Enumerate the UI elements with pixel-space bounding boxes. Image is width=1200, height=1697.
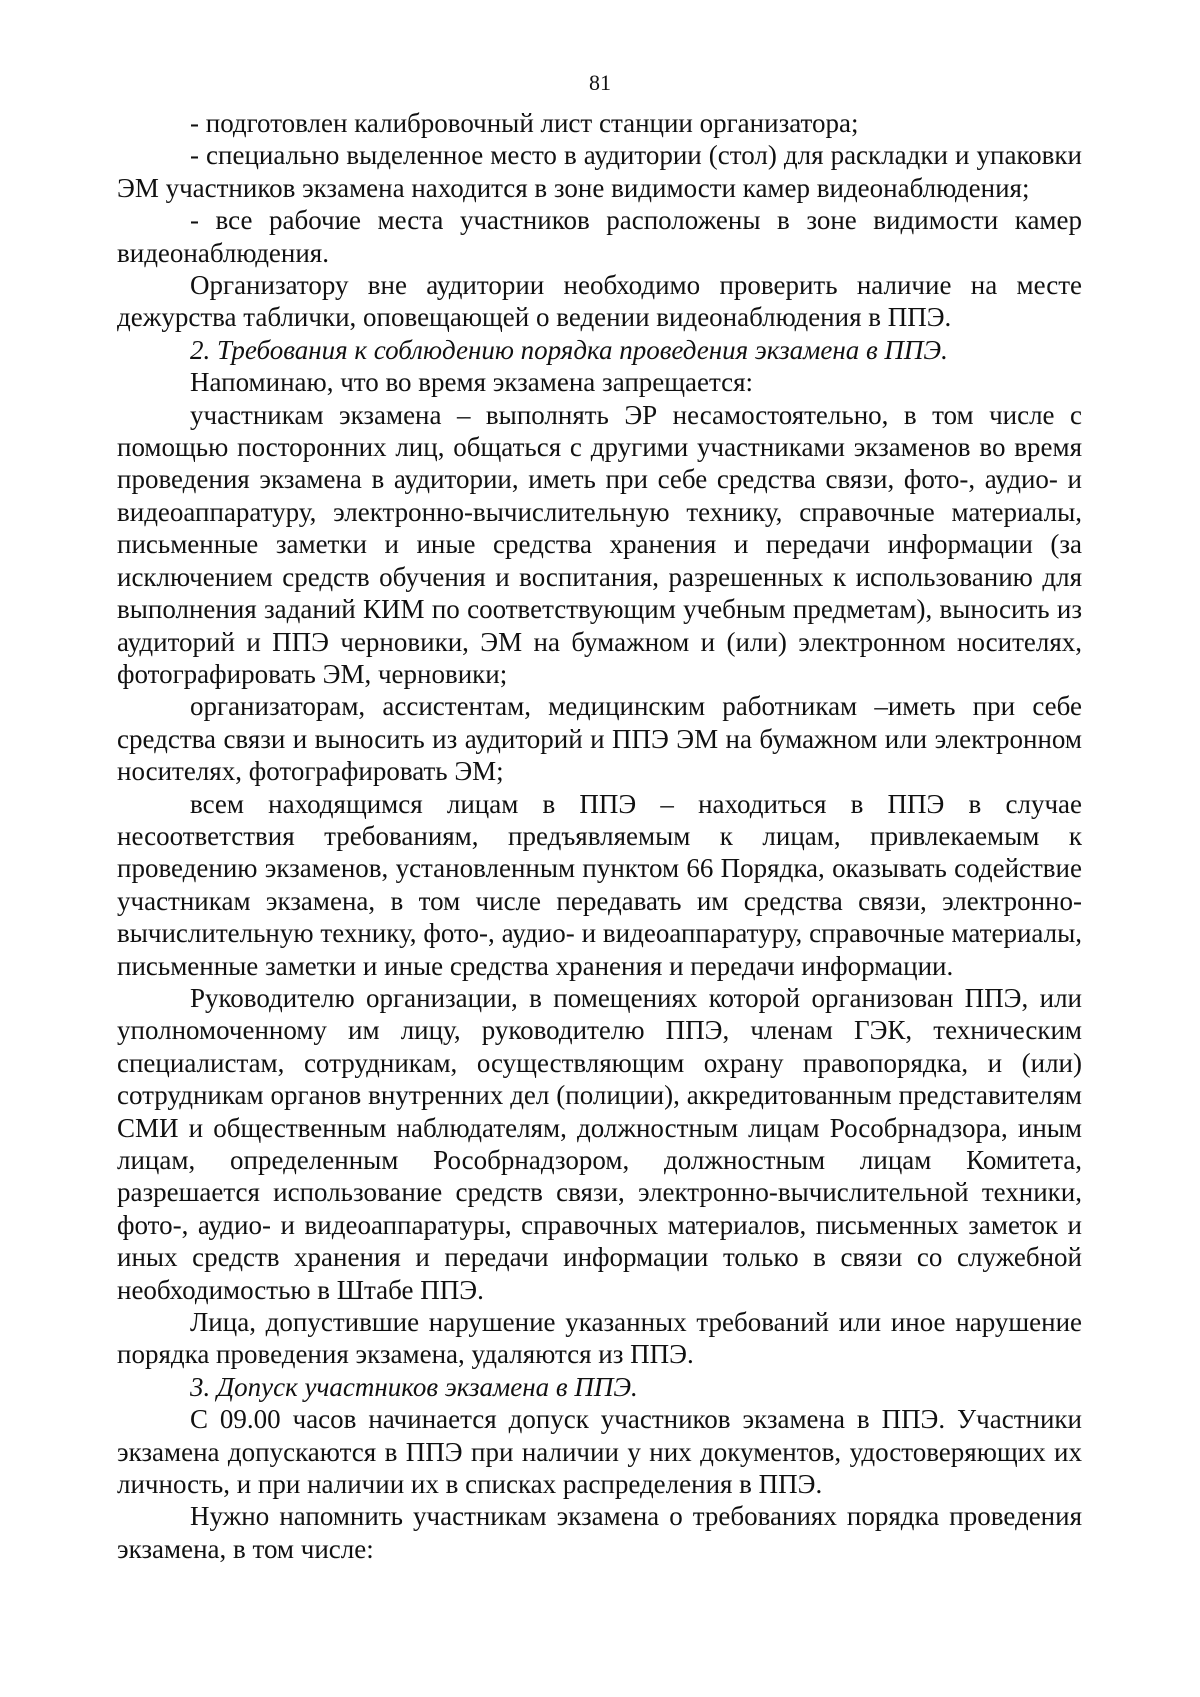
section-heading-3: 3. Допуск участников экзамена в ППЭ.: [190, 1371, 638, 1402]
paragraph-all-persons-prohibitions: всем находящимся лицам в ППЭ – находиться в ППЭ в случае несоответствия требованиям, предъявляемым к лицам, привлекаемым к проведению экзаменов, установленным пунктом 66 Порядка, оказывать содействие участникам экзамена, в том числе передавать им средства связи, электронно-вычислительную технику, фото-, аудио- и видеоаппаратуру, справочные материалы, письменные заметки и иные средства хранения и передачи информации.: [117, 788, 1082, 981]
paragraph-workplaces-visibility: - все рабочие места участников расположены в зоне видимости камер видеонаблюдения.: [117, 205, 1082, 268]
paragraph-participants-prohibitions: участникам экзамена – выполнять ЭР несамостоятельно, в том числе с помощью посторонних лиц, общаться с другими участниками экзаменов во время проведения экзамена в аудитории, иметь при себе средства связи, фото-, аудио- и видеоаппаратуру, электронно-вычислительную технику, справочные материалы, письменные заметки и иные средства хранения и передачи информации (за исключением средств обучения и воспитания, разрешенных к использованию для выполнения заданий КИМ по соответствующим учебным предметам), выносить из аудиторий и ППЭ черновики, ЭМ на бумажном и (или) электронном носителях, фотографировать ЭМ, черновики;: [117, 399, 1082, 689]
paragraph-admission-start: С 09.00 часов начинается допуск участников экзамена в ППЭ. Участники экзамена допускаются в ППЭ при наличии у них документов, удостоверяющих их личность, и при наличии их в списках распределения в ППЭ.: [117, 1404, 1082, 1500]
paragraph-organizer-check-sign: Организатору вне аудитории необходимо проверить наличие на месте дежурства таблички, оповещающей о ведении видеонаблюдения в ППЭ.: [117, 270, 1082, 333]
paragraph-prohibited-intro: Напоминаю, что во время экзамена запрещается:: [190, 367, 754, 398]
document-body: [117, 107, 1082, 1565]
paragraph-allowed-use: Руководителю организации, в помещениях которой организован ППЭ, или уполномоченному им лицу, руководителю ППЭ, членам ГЭК, техническим специалистам, сотрудникам, осуществляющим охрану правопорядка, и (или) сотрудникам органов внутренних дел (полиции), аккредитованным представителям СМИ и общественным наблюдателям, должностным лицам Рособрнадзора, иным лицам, определенным Рособрнадзором, должностным лицам Комитета, разрешается использование средств связи, электронно-вычислительной техники, фото-, аудио- и видеоаппаратуры, справочных материалов, письменных заметок и иных средств хранения и передачи информации только в связи со служебной необходимостью в Штабе ППЭ.: [117, 982, 1082, 1305]
section-heading-2: 2. Требования к соблюдению порядка проведения экзамена в ППЭ.: [190, 334, 948, 365]
paragraph-calibration-sheet: - подготовлен калибровочный лист станции организатора;: [190, 108, 859, 138]
paragraph-organizers-prohibitions: организаторам, ассистентам, медицинским работникам –иметь при себе средства связи и выносить из аудиторий и ППЭ ЭМ на бумажном или электронном носителях, фотографировать ЭМ;: [117, 691, 1082, 787]
page-number: 81: [589, 70, 611, 95]
paragraph-packing-place: - специально выделенное место в аудитории (стол) для раскладки и упаковки ЭМ участников экзамена находится в зоне видимости камер видеонаблюдения;: [117, 140, 1082, 203]
paragraph-violators-removed: Лица, допустившие нарушение указанных требований или иное нарушение порядка проведения экзамена, удаляются из ППЭ.: [117, 1307, 1082, 1370]
paragraph-remind-requirements: Нужно напомнить участникам экзамена о требованиях порядка проведения экзамена, в том числе:: [117, 1501, 1082, 1564]
